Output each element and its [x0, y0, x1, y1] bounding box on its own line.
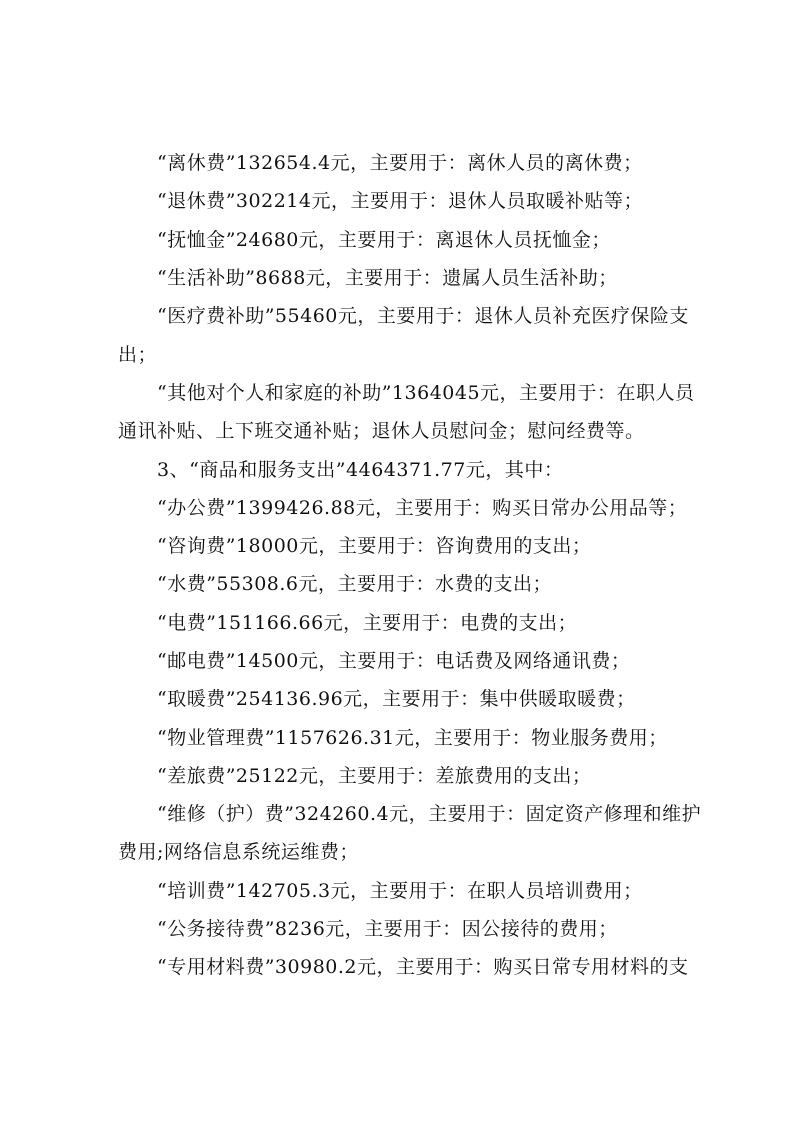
- text-line-21: “公务接待费”8236元，主要用于：因公接待的费用；: [157, 918, 618, 940]
- text-line-1: “离休费”132654.4元，主要用于：离休人员的离休费；: [157, 152, 643, 174]
- text-line-9: 3、“商品和服务支出”4464371.77元，其中：: [157, 459, 564, 481]
- text-line-10: “办公费”1399426.88元，主要用于：购买日常办公用品等；: [157, 497, 688, 519]
- text-line-8: 通讯补贴、上下班交通补贴；退休人员慰问金；慰问经费等。: [118, 420, 645, 442]
- text-line-13: “电费”151166.66元，主要用于：电费的支出；: [157, 612, 578, 634]
- text-line-18: “维修（护）费”324260.4元，主要用于：固定资产修理和维护: [157, 803, 702, 825]
- text-line-19: 费用;网络信息系统运维费；: [118, 841, 359, 863]
- text-line-5: “医疗费补助”55460元，主要用于：退休人员补充医疗保险支: [157, 305, 689, 327]
- text-line-14: “邮电费”14500元，主要用于：电话费及网络通讯费；: [157, 650, 631, 672]
- text-line-20: “培训费”142705.3元，主要用于：在职人员培训费用；: [157, 880, 643, 902]
- text-line-3: “抚恤金”24680元，主要用于：离退休人员抚恤金；: [157, 229, 611, 251]
- text-line-15: “取暖费”254136.96元，主要用于：集中供暖取暖费；: [157, 688, 636, 710]
- text-line-2: “退休费”302214元，主要用于：退休人员取暖补贴等；: [157, 190, 643, 212]
- text-line-7: “其他对个人和家庭的补助”1364045元，主要用于：在职人员: [157, 382, 695, 404]
- text-line-12: “水费”55308.6元，主要用于：水费的支出；: [157, 573, 552, 595]
- text-line-11: “咨询费”18000元，主要用于：咨询费用的支出；: [157, 535, 592, 557]
- text-line-22: “专用材料费”30980.2元，主要用于：购买日常专用材料的支: [157, 956, 689, 978]
- text-line-4: “生活补助”8688元，主要用于：遗属人员生活补助；: [157, 267, 618, 289]
- text-line-17: “差旅费”25122元，主要用于：差旅费用的支出；: [157, 765, 592, 787]
- text-line-16: “物业管理费”1157626.31元，主要用于：物业服务费用；: [157, 727, 668, 749]
- text-line-6: 出；: [118, 344, 158, 366]
